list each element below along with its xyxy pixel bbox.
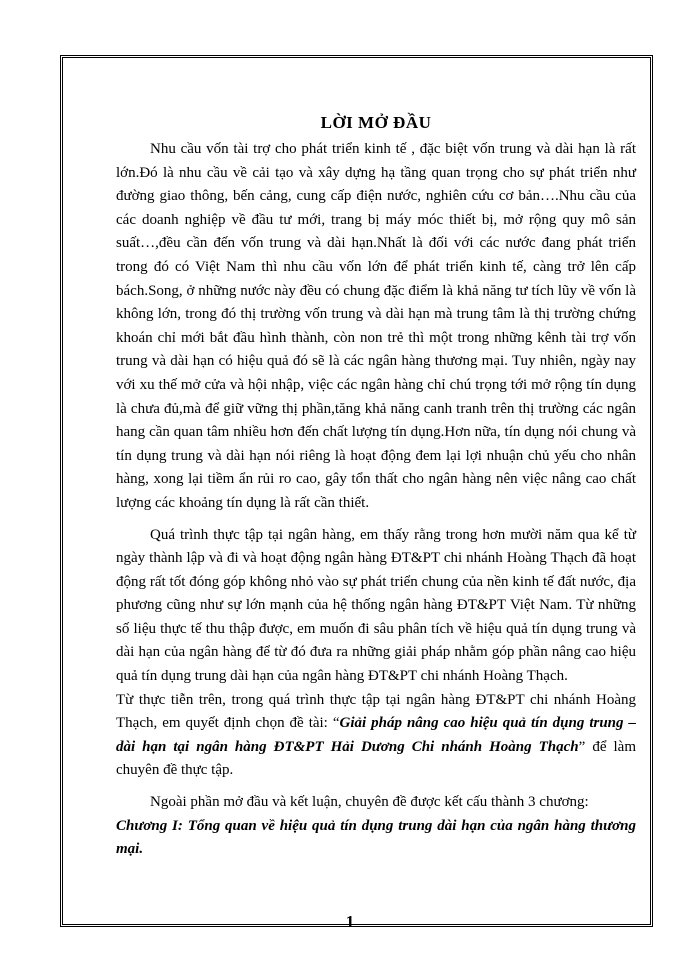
intro-paragraph-4: Ngoài phần mở đầu và kết luận, chuyên đề được kết cấu thành 3 chương: — [150, 794, 589, 811]
document-body — [116, 112, 636, 862]
intro-paragraph-1: Nhu cầu vốn tài trợ cho phát triển kinh tế , đặc biệt vốn trung và dài hạn là rất lớn.Đó là nhu cầu về cải tạo và xây dựng hạ tầng quan trọng cho sự phát triển như đường giao thông, bến cảng, cung cấp điện nước, nghiên cứu cơ bản….Nhu cầu của các doanh nghiệp về đầu tư mới, trang bị máy móc thiết bị, mở rộng quy mô sản suất…,đều cần đến vốn trung và dài hạn.Nhất là đối với các nước đang phát triển trong đó có Việt Nam thì nhu cầu vốn lớn để phát triển kinh tế, càng trở lên cấp bách.Song, ở những nước này đều có chung đặc điểm là khả năng tư tích lũy về vốn là không lớn, trong đó thị trường vốn trung và dài hạn mà trung tâm là thị trường chứng khoán chỉ mới bắt đầu hình thành, còn non trẻ thì một trong những kênh tài trợ vốn trung và dài hạn có hiệu quả đó sẽ là các ngân hàng thương mại. Tuy nhiên, ngày nay với xu thế mở cửa và hội nhập, việc các ngân hàng chỉ chú trọng tới mở rộng tín dụng là chưa đủ,mà để giữ vững thị phần,tăng khả năng canh tranh trên thị trường các ngân hang cần quan tâm nhiều hơn đến chất lượng tín dụng.Hơn nữa, tín dụng nói chung và tín dụng trung và dài hạn nói riêng là hoạt động đem lại lợi nhuận chủ yếu cho nhân hàng, xong lại tiềm ẩn rủi ro cao, gây tổn thất cho ngân hàng nên việc nâng cao chất lượng các khoảng tín dụng là rất cần thiết. — [116, 141, 636, 511]
topic-tail-text: ” để làm chuyên đề thực tập. — [116, 738, 636, 779]
intro-paragraph-3 — [116, 689, 636, 783]
chapter-1-heading: Chương I: Tổng quan về hiệu quả tín dụng trung dài hạn của ngân hàng thương mại. — [116, 817, 636, 858]
page-title: LỜI MỞ ĐẦU — [320, 113, 432, 132]
intro-paragraph-2: Quá trình thực tập tại ngân hàng, em thấy rằng trong hơn mười năm qua kể từ ngày thành lập và đi và hoạt động ngân hàng ĐT&PT chi nhánh Hoàng Thạch đã hoạt động rất tốt đóng góp không nhỏ vào sự phát triển chung của nền kinh tế đất nước, địa phương cũng như sự lớn mạnh của hệ thống ngân hàng ĐT&PT Việt Nam. Từ những số liệu thực tế thu thập được, em muốn đi sâu phân tích về hiệu quả tín dụng trung và dài hạn của ngân hàng để từ đó đưa ra những giải pháp nhằm góp phần nâng cao hiệu quả tín dụng trung dài hạn của ngân hàng ĐT&PT chi nhánh Hoàng Thạch. — [116, 526, 636, 685]
thesis-topic: Giải pháp nâng cao hiệu quả tín dụng trung – dài hạn tại ngân hàng ĐT&PT Hải Dương Chi nhánh Hoàng Thạch — [116, 715, 636, 755]
topic-lead-text: Từ thực tiễn trên, trong quá trình thực tập tại ngân hàng ĐT&PT chi nhánh Hoàng Thạch, em quyết định chọn đề tài: “ — [116, 691, 636, 732]
page-number: 1 — [345, 912, 355, 931]
